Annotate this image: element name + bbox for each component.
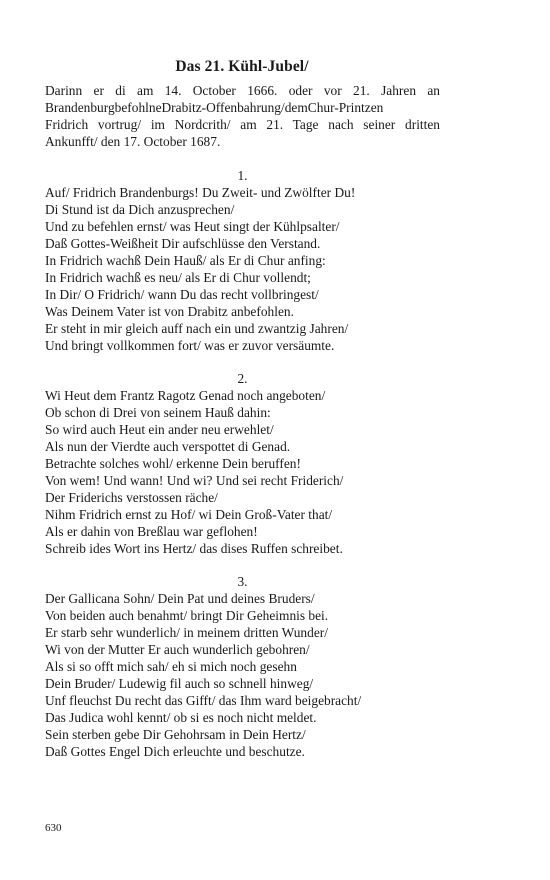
stanza-1 [45, 167, 440, 354]
intro-line: Darinn er di am 14. October 1666. oder vor 21. Jahren an [45, 83, 440, 98]
poem-title: Das 21. Kühl-Jubel/ [175, 58, 309, 75]
verse-line: Sein sterben gebe Dir Gehohrsam in Dein Hertz/ [45, 727, 306, 742]
verse-line: Und bringt vollkommen fort/ was er zuvor versäumte. [45, 338, 335, 353]
verse-line: Betrachte solches wohl/ erkenne Dein beruffen! [45, 456, 301, 471]
stanza-number: 3. [237, 574, 248, 589]
page-number: 630 [45, 822, 62, 834]
verse-line: Und zu befehlen ernst/ was Heut singt der Kühlpsalter/ [45, 219, 340, 234]
verse-line: Als si so offt mich sah/ eh si mich noch gesehn [45, 659, 297, 674]
verse-line: Dein Bruder/ Ludewig fil auch so schnell hinweg/ [45, 676, 314, 691]
verse-line: Von beiden auch benahmt/ bringt Dir Geheimnis bei. [45, 608, 329, 623]
verse-line: Als er dahin von Breßlau war geflohen! [45, 524, 258, 539]
verse-line: Di Stund ist da Dich anzusprechen/ [45, 202, 235, 217]
verse-line: Von wem! Und wann! Und wi? Und sei recht Friderich/ [45, 473, 344, 488]
verse-line: So wird auch Heut ein ander neu erwehlet/ [45, 422, 274, 437]
verse-line: Auf/ Fridrich Brandenburgs! Du Zweit- und Zwölfter Du! [45, 185, 356, 200]
intro-paragraph [45, 82, 440, 150]
verse-line: Das Judica wohl kennt/ ob si es noch nicht meldet. [45, 710, 317, 725]
verse-line: Wi von der Mutter Er auch wunderlich gebohren/ [45, 642, 310, 657]
verse-line: In Fridrich wachß es neu/ als Er di Chur vollendt; [45, 270, 311, 285]
verse-line: Was Deinem Vater ist von Drabitz anbefohlen. [45, 304, 294, 319]
verse-line: In Fridrich wachß Dein Hauß/ als Er di Chur anfing: [45, 253, 326, 268]
stanza-3 [45, 573, 440, 760]
verse-line: Der Gallicana Sohn/ Dein Pat und deines Bruders/ [45, 591, 315, 606]
verse-line: Unf fleuchst Du recht das Gifft/ das Ihm ward beigebracht/ [45, 693, 362, 708]
verse-line: Als nun der Vierdte auch verspottet di Genad. [45, 439, 291, 454]
verse-line: Nihm Fridrich ernst zu Hof/ wi Dein Groß-Vater that/ [45, 507, 333, 522]
intro-line: Ankunfft/ den 17. October 1687. [45, 134, 221, 149]
intro-line: Fridrich vortrug/ im Nordcrith/ am 21. Tage nach seiner dritten [45, 117, 440, 132]
verse-line: Ob schon di Drei von seinem Hauß dahin: [45, 405, 271, 420]
verse-line: Er steht in mir gleich auff nach ein und zwantzig Jahren/ [45, 321, 349, 336]
verse-line: Daß Gottes Engel Dich erleuchte und beschutze. [45, 744, 305, 759]
stanza-2 [45, 370, 440, 557]
verse-line: Schreib ides Wort ins Hertz/ das dises Ruffen schreibet. [45, 541, 343, 556]
verse-line: Der Friderichs verstossen räche/ [45, 490, 218, 505]
stanza-number: 1. [237, 168, 248, 183]
verse-line: Er starb sehr wunderlich/ in meinem dritten Wunder/ [45, 625, 328, 640]
verse-line: In Dir/ O Fridrich/ wann Du das recht vollbringest/ [45, 287, 319, 302]
verse-line: Wi Heut dem Frantz Ragotz Genad noch angeboten/ [45, 388, 326, 403]
stanza-number: 2. [237, 371, 248, 386]
intro-line: BrandenburgbefohlneDrabitz-Offenbahrung/demChur-Printzen [45, 100, 384, 115]
verse-line: Daß Gottes-Weißheit Dir aufschlüsse den Verstand. [45, 236, 321, 251]
